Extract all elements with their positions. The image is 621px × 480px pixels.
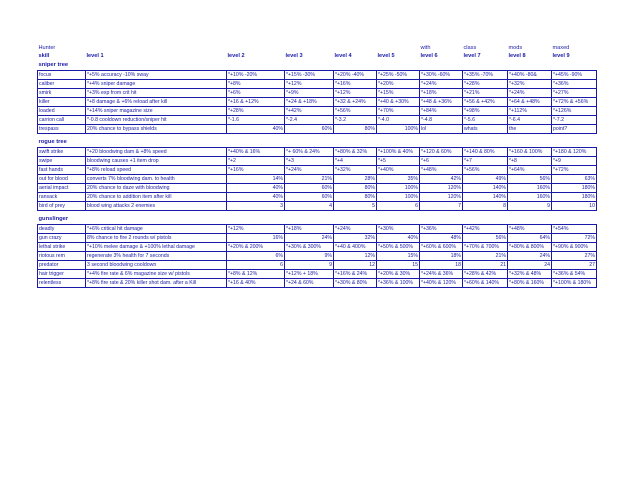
level-value: *+36% & 54% xyxy=(552,270,597,279)
level-value: *+24% xyxy=(334,225,377,234)
level-value: 140% xyxy=(463,193,508,202)
level-value: 15% xyxy=(377,252,420,261)
section-title-row xyxy=(38,215,597,225)
level-value: *+28% xyxy=(463,80,508,89)
skill-row xyxy=(38,252,597,261)
level-value: 42% xyxy=(420,175,463,184)
level-value: *+100% & 180% xyxy=(552,279,597,288)
level-value: *-7.2 xyxy=(552,116,597,125)
level-value: *+40% -80& xyxy=(508,71,552,80)
skill-name: caliber xyxy=(38,80,86,89)
level-value: 7 xyxy=(420,202,463,211)
skill-name: trespass xyxy=(38,125,86,134)
skills-spreadsheet xyxy=(37,44,597,288)
level-value: *+16% & 24% xyxy=(334,270,377,279)
level-value: *+9 xyxy=(552,157,597,166)
level-value: 40% xyxy=(227,184,285,193)
level-value: 180% xyxy=(552,193,597,202)
section-title: rogue tree xyxy=(38,139,67,145)
level-value: *+32% & 48% xyxy=(508,270,552,279)
skill-row xyxy=(38,116,597,125)
level-value: 100% xyxy=(377,193,420,202)
level-value: *+24 & +18% xyxy=(285,98,334,107)
skill-description: 8% chance to fire 2 rounds w/ pistols xyxy=(86,234,227,243)
skill-name: hair trigger xyxy=(38,270,86,279)
level-value: *+4 xyxy=(334,157,377,166)
level-value: *+32% xyxy=(508,80,552,89)
level-value: 56% xyxy=(463,234,508,243)
skill-row xyxy=(38,193,597,202)
level-value: 24% xyxy=(508,252,552,261)
section-title: sniper tree xyxy=(38,62,69,68)
skill-row xyxy=(38,148,597,157)
skill-name: loaded xyxy=(38,107,86,116)
skill-name: out for blood xyxy=(38,175,86,184)
level-value: *+12% + 18% xyxy=(285,270,334,279)
skill-description: 20% chance to addition item after kill xyxy=(86,193,227,202)
level-value: 100% xyxy=(377,184,420,193)
level-value: *+30% -60% xyxy=(420,71,463,80)
skill-row xyxy=(38,125,597,134)
skill-row xyxy=(38,261,597,270)
level-value: *+8% xyxy=(227,80,285,89)
level-value: *-5.6 xyxy=(463,116,508,125)
level-value: *+24% xyxy=(508,89,552,98)
skill-description: *+14% sniper magazine size xyxy=(86,107,227,116)
level-value: 21 xyxy=(463,261,508,270)
level-value: 10 xyxy=(552,202,597,211)
skill-description: *-0.8 cooldown reduction/sniper hit xyxy=(86,116,227,125)
level-value: *+72% xyxy=(552,166,597,175)
level-value: 140% xyxy=(463,184,508,193)
level-value: 27% xyxy=(552,252,597,261)
level-value: 15 xyxy=(377,261,420,270)
level-value: 8 xyxy=(463,202,508,211)
level-value: *+20% & 200% xyxy=(227,243,285,252)
level-value: 49% xyxy=(463,175,508,184)
level-value: *+56 & +42% xyxy=(463,98,508,107)
section-title: gunslinger xyxy=(38,216,69,222)
level-value: *+2 xyxy=(227,157,285,166)
level-value: 18% xyxy=(420,252,463,261)
skill-name: fast hands xyxy=(38,166,86,175)
level-value: *-4.8 xyxy=(420,116,463,125)
column-header: level 1 xyxy=(86,53,104,60)
level-value: *-6.4 xyxy=(508,116,552,125)
level-value: *+54% xyxy=(552,225,597,234)
column-header: level 2 xyxy=(227,53,245,60)
level-value: *+98% xyxy=(463,107,508,116)
skill-row xyxy=(38,107,597,116)
level-value: 27 xyxy=(552,261,597,270)
skill-description: *+5% accuracy -10% sway xyxy=(86,71,227,80)
skill-description: 20% chance to daze with bloodwing xyxy=(86,184,227,193)
level-value: *+56% xyxy=(463,166,508,175)
skill-description: *+3% exp from crit hit xyxy=(86,89,227,98)
level-value: *+30% & 80% xyxy=(334,279,377,288)
blank-cell xyxy=(377,44,420,53)
skill-name: gun crazy xyxy=(38,234,86,243)
skill-row xyxy=(38,279,597,288)
level-value: 21% xyxy=(463,252,508,261)
level-value: *+70% xyxy=(377,107,420,116)
level-value: *+80% & 32% xyxy=(334,148,377,157)
level-value: *+7 xyxy=(463,157,508,166)
skill-name: ransack xyxy=(38,193,86,202)
skill-row xyxy=(38,89,597,98)
level-value: *+18% xyxy=(285,225,334,234)
skill-name: focus xyxy=(38,71,86,80)
top-label: with xyxy=(420,44,431,51)
level-value: *+30% xyxy=(377,225,420,234)
level-value: 80% xyxy=(334,184,377,193)
level-value: 60% xyxy=(285,125,334,134)
skill-description: regenerate 3% health for 7 seconds xyxy=(86,252,227,261)
level-value: *+20% & 30% xyxy=(377,270,420,279)
skill-name: deadly xyxy=(38,225,86,234)
level-value: *+12% xyxy=(334,89,377,98)
level-value: *+64 & +48% xyxy=(508,98,552,107)
level-value: 24% xyxy=(285,234,334,243)
level-value: *+32% xyxy=(334,166,377,175)
skill-name: lethal strike xyxy=(38,243,86,252)
sheet-title: Hunter xyxy=(38,44,56,51)
blank-cell xyxy=(227,44,285,53)
level-value: *+15% xyxy=(377,89,420,98)
level-value: *+21% xyxy=(463,89,508,98)
skill-description: *+8 damage & +6% reload after kill xyxy=(86,98,227,107)
level-value: *+48% xyxy=(420,166,463,175)
level-value: *+42% xyxy=(285,107,334,116)
skill-name: aerial impact xyxy=(38,184,86,193)
level-value: 12% xyxy=(334,252,377,261)
blank-cell xyxy=(334,44,377,53)
level-value: *+50% & 500% xyxy=(377,243,420,252)
level-value: *+80% & 800% xyxy=(508,243,552,252)
level-value: *+28% & 42% xyxy=(463,270,508,279)
skill-description: 20% chance to bypass shields xyxy=(86,125,227,134)
level-value: *+60% & 140% xyxy=(463,279,508,288)
level-value: *+112% xyxy=(508,107,552,116)
level-value: 48% xyxy=(420,234,463,243)
skill-row xyxy=(38,225,597,234)
level-value: *+20% xyxy=(377,80,420,89)
skill-description: *+4% fire rate & 6% magazine size w/ pistols xyxy=(86,270,227,279)
column-header: level 8 xyxy=(508,53,526,60)
level-value: *+16% xyxy=(334,80,377,89)
level-value: point? xyxy=(552,125,597,134)
level-value: 80% xyxy=(334,125,377,134)
column-header: level 7 xyxy=(463,53,481,60)
level-value: 56% xyxy=(508,175,552,184)
level-value: *+70% & 700% xyxy=(463,243,508,252)
level-value: *+36% & 100% xyxy=(377,279,420,288)
column-header: level 6 xyxy=(420,53,438,60)
skill-row xyxy=(38,98,597,107)
level-value: 180% xyxy=(552,184,597,193)
top-label: class xyxy=(463,44,477,51)
level-value: *-4.0 xyxy=(377,116,420,125)
title-row xyxy=(38,44,597,53)
level-value: *+18% xyxy=(420,89,463,98)
level-value: 3 xyxy=(227,202,285,211)
level-value: *+64% xyxy=(508,166,552,175)
skill-row xyxy=(38,270,597,279)
level-value: *+180 & 120% xyxy=(552,148,597,157)
skill-name: bird of prey xyxy=(38,202,86,211)
level-value: 64% xyxy=(508,234,552,243)
level-value: the xyxy=(508,125,552,134)
level-value: *+16% xyxy=(227,166,285,175)
level-value: 60% xyxy=(285,184,334,193)
skill-name: riotous rem xyxy=(38,252,86,261)
level-value: *+32 & +24% xyxy=(334,98,377,107)
level-value: *+40% xyxy=(377,166,420,175)
level-value: *+24% xyxy=(420,80,463,89)
level-value: *+40 & 400% xyxy=(334,243,377,252)
level-value: *-2.4 xyxy=(285,116,334,125)
column-header: level 9 xyxy=(552,53,570,60)
skill-row xyxy=(38,71,597,80)
level-value: *+100% & 40% xyxy=(377,148,420,157)
level-value: *+6 xyxy=(420,157,463,166)
skill-row xyxy=(38,234,597,243)
level-value: *+30% & 300% xyxy=(285,243,334,252)
level-value: *+40% & 120% xyxy=(420,279,463,288)
level-value: *+45% -90% xyxy=(552,71,597,80)
skill-description: *+4% sniper damage xyxy=(86,80,227,89)
level-value: *+56% xyxy=(334,107,377,116)
level-value: 72% xyxy=(552,234,597,243)
level-value: 32% xyxy=(334,234,377,243)
level-value: *+126% xyxy=(552,107,597,116)
skill-name: swipe xyxy=(38,157,86,166)
level-value: 63% xyxy=(552,175,597,184)
level-value: *+80% & 160% xyxy=(508,279,552,288)
level-value: *+48% xyxy=(508,225,552,234)
level-value: 9 xyxy=(285,261,334,270)
level-value: 35% xyxy=(377,175,420,184)
skill-row xyxy=(38,166,597,175)
level-value: *+12% xyxy=(285,80,334,89)
level-value: *+24% xyxy=(285,166,334,175)
skill-row xyxy=(38,184,597,193)
skill-row xyxy=(38,80,597,89)
level-value: *+160 & 100% xyxy=(508,148,552,157)
column-header: skill xyxy=(38,53,50,60)
level-value: *-3.2 xyxy=(334,116,377,125)
level-value: *+15% -30% xyxy=(285,71,334,80)
level-value: *+36% xyxy=(420,225,463,234)
level-value: whats xyxy=(463,125,508,134)
skill-description: bloodwing causes +1 item drop xyxy=(86,157,227,166)
skill-row xyxy=(38,157,597,166)
skill-description: *+10% melee damage & +100% lethal damage xyxy=(86,243,227,252)
level-value: *+28% xyxy=(227,107,285,116)
level-value: 6 xyxy=(377,202,420,211)
sheet-body xyxy=(38,44,597,288)
section-title-row xyxy=(38,138,597,148)
skill-name: carrion call xyxy=(38,116,86,125)
level-value: 9% xyxy=(285,252,334,261)
blank-cell xyxy=(86,44,227,53)
level-value: 40% xyxy=(227,125,285,134)
level-value: 14% xyxy=(227,175,285,184)
level-value: 5 xyxy=(334,202,377,211)
level-value: *-1.6 xyxy=(227,116,285,125)
level-value: *+5 xyxy=(377,157,420,166)
level-value: 9 xyxy=(508,202,552,211)
column-header: level 4 xyxy=(334,53,352,60)
skill-description: *+8% fire rate & 20% killer shot dam. after a Kill xyxy=(86,279,227,288)
skill-row xyxy=(38,243,597,252)
level-value: 100% xyxy=(377,125,420,134)
skill-description: *+6% critical hit damage xyxy=(86,225,227,234)
column-header: level 5 xyxy=(377,53,395,60)
level-value: *+90% & 900% xyxy=(552,243,597,252)
level-value: 120% xyxy=(420,184,463,193)
level-value: *+16 & 40% xyxy=(227,279,285,288)
top-label: maxed xyxy=(552,44,570,51)
level-value: *+3 xyxy=(285,157,334,166)
level-value: *+25% -50% xyxy=(377,71,420,80)
level-value: 21% xyxy=(285,175,334,184)
skill-description: *+20 bloodwing dam & +8% speed xyxy=(86,148,227,157)
level-value: *+24% & 36% xyxy=(420,270,463,279)
skill-name: swift strike xyxy=(38,148,86,157)
level-value: 160% xyxy=(508,184,552,193)
level-value: lol xyxy=(420,125,463,134)
level-value: *+27% xyxy=(552,89,597,98)
level-value: *+40% & 16% xyxy=(227,148,285,157)
skill-description: 3 second bloodwing cooldown xyxy=(86,261,227,270)
level-value: *+6% xyxy=(227,89,285,98)
level-value: *+16 & +12% xyxy=(227,98,285,107)
level-value: *+10% -20% xyxy=(227,71,285,80)
level-value: *+60% & 600% xyxy=(420,243,463,252)
level-value: *+120 & 60% xyxy=(420,148,463,157)
skill-name: smirk xyxy=(38,89,86,98)
skill-row xyxy=(38,175,597,184)
level-value: 6 xyxy=(227,261,285,270)
column-header: level 3 xyxy=(285,53,303,60)
level-value: *+12% xyxy=(227,225,285,234)
skill-name: predator xyxy=(38,261,86,270)
level-value: *+40 & +30% xyxy=(377,98,420,107)
section-title-row xyxy=(38,61,597,71)
skill-name: killer xyxy=(38,98,86,107)
level-value: 28% xyxy=(334,175,377,184)
blank-cell xyxy=(285,44,334,53)
level-value: 4 xyxy=(285,202,334,211)
level-value: 40% xyxy=(227,193,285,202)
level-value: *+ 60% & 24% xyxy=(285,148,334,157)
level-value: 12 xyxy=(334,261,377,270)
level-value: 6% xyxy=(227,252,285,261)
top-label: mods xyxy=(508,44,523,51)
level-value: *+9% xyxy=(285,89,334,98)
level-value: *+140 & 80% xyxy=(463,148,508,157)
level-value: 18 xyxy=(420,261,463,270)
level-value: *+24 & 60% xyxy=(285,279,334,288)
level-value: *+48 & +36% xyxy=(420,98,463,107)
level-value: *+72% & +56% xyxy=(552,98,597,107)
skill-description: blood wing attacks 2 enemies xyxy=(86,202,227,211)
level-value: 120% xyxy=(420,193,463,202)
level-value: *+35% -70% xyxy=(463,71,508,80)
level-value: 40% xyxy=(377,234,420,243)
level-value: 16% xyxy=(227,234,285,243)
level-value: 160% xyxy=(508,193,552,202)
level-value: 80% xyxy=(334,193,377,202)
column-header-row xyxy=(38,53,597,62)
skill-description: converts 7% bloodwing dam. to health xyxy=(86,175,227,184)
skill-row xyxy=(38,202,597,211)
level-value: 24 xyxy=(508,261,552,270)
level-value: 60% xyxy=(285,193,334,202)
level-value: *+20% -40% xyxy=(334,71,377,80)
level-value: *+8 xyxy=(508,157,552,166)
level-value: *+8% & 12% xyxy=(227,270,285,279)
skill-description: *+8% reload speed xyxy=(86,166,227,175)
skill-name: relentless xyxy=(38,279,86,288)
level-value: *+42% xyxy=(463,225,508,234)
level-value: *+36% xyxy=(552,80,597,89)
level-value: *+84% xyxy=(420,107,463,116)
